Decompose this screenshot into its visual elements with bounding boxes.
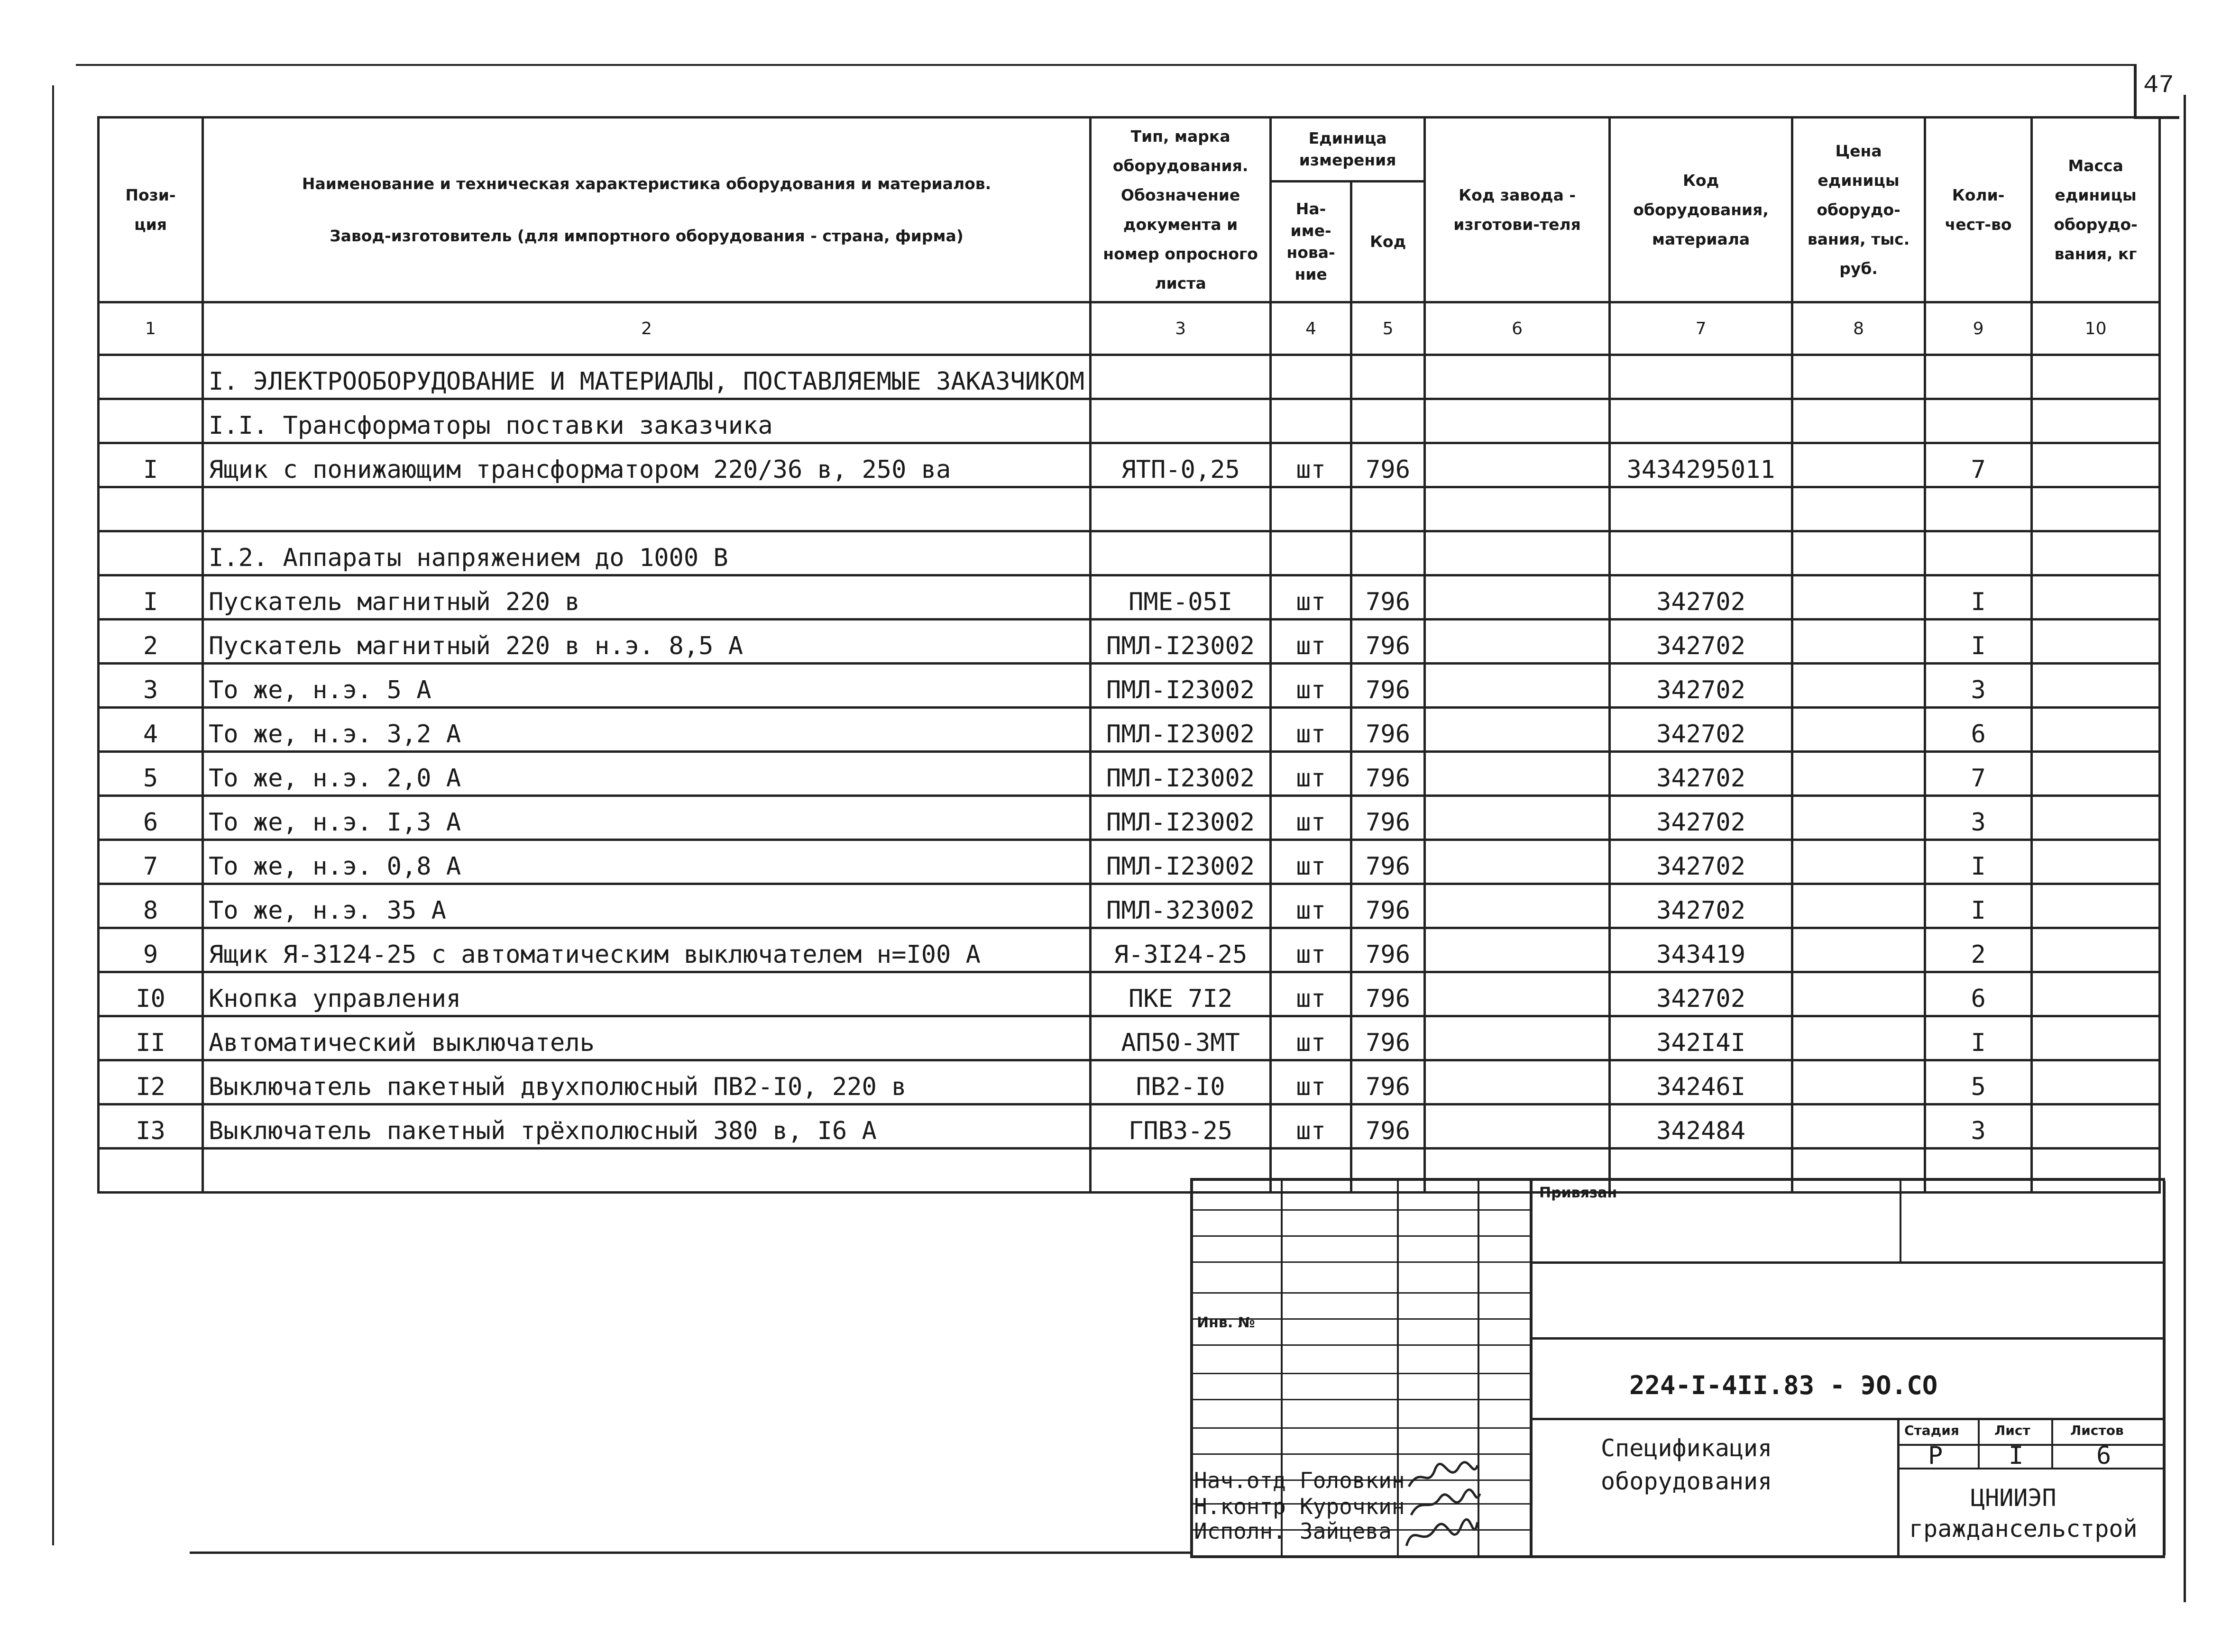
plant-code-cell (1425, 1060, 1610, 1104)
price-cell (1792, 884, 1925, 928)
position-cell (99, 1149, 203, 1193)
price-cell (1792, 575, 1925, 620)
role-norm-control: Н.контр (1194, 1494, 1286, 1519)
mass-cell (2032, 399, 2160, 443)
type-cell: ПМЛ-I23002 (1091, 752, 1271, 796)
position-cell: 9 (99, 928, 203, 972)
quantity-cell: 7 (1925, 752, 2032, 796)
unit-cell (1271, 399, 1351, 443)
signature-3 (1402, 1513, 1482, 1555)
column-numbers (99, 302, 2160, 355)
quantity-cell: 6 (1925, 708, 2032, 752)
equipment-code-cell: 3434295011 (1610, 443, 1792, 487)
quantity-cell (1925, 399, 2032, 443)
equipment-code-cell: 342702 (1610, 796, 1792, 840)
table-row (99, 1016, 2160, 1060)
sheet-value: I (2009, 1442, 2024, 1470)
name-cell: То же, н.э. 5 А (203, 664, 1091, 708)
mass-cell (2032, 443, 2160, 487)
price-cell (1792, 620, 1925, 664)
column-number: 4 (1271, 302, 1351, 355)
plant-code-cell (1425, 1016, 1610, 1060)
inventory-label: Инв. № (1197, 1314, 1255, 1331)
plant-code-cell (1425, 531, 1610, 575)
column-number: 10 (2032, 302, 2160, 355)
quantity-cell: I (1925, 840, 2032, 884)
price-cell (1792, 796, 1925, 840)
header-plant-code: Код завода - изготови-теля (1425, 118, 1610, 302)
header-mass: Масса единицы оборудо-вания, кг (2032, 118, 2160, 302)
unit-cell: шт (1271, 664, 1351, 708)
unit-code-cell: 796 (1351, 1060, 1425, 1104)
table-row (99, 443, 2160, 487)
position-cell: 4 (99, 708, 203, 752)
quantity-cell (1925, 531, 2032, 575)
price-cell (1792, 399, 1925, 443)
quantity-cell: 6 (1925, 972, 2032, 1016)
mass-cell (2032, 487, 2160, 531)
column-number: 3 (1091, 302, 1271, 355)
plant-code-cell (1425, 1104, 1610, 1149)
name-cell: То же, н.э. 0,8 А (203, 840, 1091, 884)
unit-code-cell (1351, 355, 1425, 399)
top-border (76, 64, 2134, 66)
name-cell (203, 487, 1091, 531)
plant-code-cell (1425, 620, 1610, 664)
unit-cell (1271, 487, 1351, 531)
price-cell (1792, 443, 1925, 487)
name-cell: I. ЭЛЕКТРООБОРУДОВАНИЕ И МАТЕРИАЛЫ, ПОСТАВЛЯЕМЫЕ ЗАКАЗЧИКОМ (203, 355, 1091, 399)
header-unit-code: Код (1351, 182, 1425, 302)
position-cell (99, 531, 203, 575)
table-row (99, 708, 2160, 752)
unit-code-cell: 796 (1351, 620, 1425, 664)
equipment-code-cell (1610, 487, 1792, 531)
title-block (1190, 1178, 2165, 1558)
header-name-line1: Наименование и техническая характеристика оборудования и материалов. (302, 174, 991, 193)
equipment-code-cell: 342702 (1610, 620, 1792, 664)
column-number: 7 (1610, 302, 1792, 355)
equipment-code-cell: 342484 (1610, 1104, 1792, 1149)
name-head-of-dept: Головкин (1300, 1468, 1405, 1493)
price-cell (1792, 487, 1925, 531)
plant-code-cell (1425, 972, 1610, 1016)
type-cell: ПМЛ-I23002 (1091, 620, 1271, 664)
unit-cell: шт (1271, 840, 1351, 884)
mass-cell (2032, 1016, 2160, 1060)
price-cell (1792, 664, 1925, 708)
mass-cell (2032, 928, 2160, 972)
position-cell: 8 (99, 884, 203, 928)
table-row (99, 796, 2160, 840)
unit-cell: шт (1271, 796, 1351, 840)
type-cell: ПМЛ-I23002 (1091, 708, 1271, 752)
price-cell (1792, 972, 1925, 1016)
unit-cell: шт (1271, 620, 1351, 664)
table-row (99, 884, 2160, 928)
type-cell: АП50-3МТ (1091, 1016, 1271, 1060)
mass-cell (2032, 1104, 2160, 1149)
stage-label: Стадия (1904, 1423, 1959, 1438)
price-cell (1792, 1016, 1925, 1060)
header-equipment-code: Код оборудования, материала (1610, 118, 1792, 302)
bound-label: Привязан (1539, 1185, 1617, 1201)
unit-code-cell: 796 (1351, 1016, 1425, 1060)
sheets-value: 6 (2096, 1442, 2111, 1470)
name-cell: То же, н.э. 35 А (203, 884, 1091, 928)
type-cell (1091, 399, 1271, 443)
organization-line1: ЦНИИЭП (1971, 1484, 2056, 1512)
column-number: 2 (203, 302, 1091, 355)
name-norm-control: Курочкин (1300, 1494, 1405, 1519)
position-cell: 5 (99, 752, 203, 796)
table-row (99, 355, 2160, 399)
type-cell: ЯТП-0,25 (1091, 443, 1271, 487)
quantity-cell: 7 (1925, 443, 2032, 487)
equipment-code-cell (1610, 531, 1792, 575)
organization-line2: граждансельстрой (1909, 1515, 2138, 1542)
type-cell: ПКЕ 7I2 (1091, 972, 1271, 1016)
mass-cell (2032, 708, 2160, 752)
unit-code-cell: 796 (1351, 884, 1425, 928)
quantity-cell: 3 (1925, 796, 2032, 840)
unit-code-cell (1351, 487, 1425, 531)
position-cell: II (99, 1016, 203, 1060)
position-cell: I0 (99, 972, 203, 1016)
name-cell: Автоматический выключатель (203, 1016, 1091, 1060)
quantity-cell: I (1925, 1016, 2032, 1060)
page-number: 47 (2143, 71, 2174, 100)
position-cell: 7 (99, 840, 203, 884)
price-cell (1792, 1060, 1925, 1104)
price-cell (1792, 1104, 1925, 1149)
table-row (99, 752, 2160, 796)
unit-cell: шт (1271, 1104, 1351, 1149)
equipment-code-cell: 342702 (1610, 575, 1792, 620)
position-cell: 6 (99, 796, 203, 840)
unit-code-cell (1351, 399, 1425, 443)
unit-code-cell: 796 (1351, 796, 1425, 840)
plant-code-cell (1425, 399, 1610, 443)
name-cell: Пускатель магнитный 220 в (203, 575, 1091, 620)
unit-cell: шт (1271, 1060, 1351, 1104)
column-number: 1 (99, 302, 203, 355)
mass-cell (2032, 752, 2160, 796)
table-row (99, 928, 2160, 972)
equipment-code-cell (1610, 355, 1792, 399)
quantity-cell (1925, 355, 2032, 399)
stage-value: Р (1928, 1442, 1943, 1470)
column-number: 8 (1792, 302, 1925, 355)
unit-cell: шт (1271, 884, 1351, 928)
mass-cell (2032, 1060, 2160, 1104)
document-title-line1: Спецификация (1601, 1434, 1772, 1462)
plant-code-cell (1425, 928, 1610, 972)
price-cell (1792, 752, 1925, 796)
column-number: 6 (1425, 302, 1610, 355)
role-executor: Исполн. (1194, 1518, 1286, 1544)
role-head-of-dept: Нач.отд (1194, 1468, 1286, 1493)
type-cell (1091, 355, 1271, 399)
unit-cell: шт (1271, 1016, 1351, 1060)
header-price: Цена единицы оборудо-вания, тыс. руб. (1792, 118, 1925, 302)
quantity-cell: 3 (1925, 1104, 2032, 1149)
price-cell (1792, 531, 1925, 575)
position-cell: I2 (99, 1060, 203, 1104)
equipment-code-cell (1610, 399, 1792, 443)
header-unit-group: Единица измерения (1271, 118, 1425, 182)
unit-code-cell: 796 (1351, 972, 1425, 1016)
header-name (203, 118, 1091, 302)
document-code: 224-I-4II.83 - ЭО.СО (1629, 1370, 1938, 1400)
unit-code-cell: 796 (1351, 708, 1425, 752)
table-row (99, 487, 2160, 531)
table-row (99, 1060, 2160, 1104)
name-cell: I.I. Трансформаторы поставки заказчика (203, 399, 1091, 443)
position-cell: 3 (99, 664, 203, 708)
sheets-label: Листов (2070, 1423, 2124, 1438)
unit-code-cell: 796 (1351, 840, 1425, 884)
type-cell (1091, 531, 1271, 575)
header-name-line2: Завод-изготовитель (для импортного оборудования - страна, фирма) (330, 226, 964, 245)
position-cell: I (99, 443, 203, 487)
name-cell: Ящик Я-3124-25 с автоматическим выключателем н=I00 А (203, 928, 1091, 972)
table-row (99, 840, 2160, 884)
type-cell: ПМЛ-I23002 (1091, 664, 1271, 708)
specification-table (97, 116, 2161, 1194)
type-cell: ПВ2-I0 (1091, 1060, 1271, 1104)
price-cell (1792, 928, 1925, 972)
mass-cell (2032, 840, 2160, 884)
type-cell: ПМЛ-I23002 (1091, 840, 1271, 884)
mass-cell (2032, 884, 2160, 928)
table-row (99, 531, 2160, 575)
unit-code-cell: 796 (1351, 575, 1425, 620)
header-type: Тип, марка оборудования. Обозначение документа и номер опросного листа (1091, 118, 1271, 302)
equipment-code-cell: 342I4I (1610, 1016, 1792, 1060)
table-row (99, 972, 2160, 1016)
name-cell: Ящик с понижающим трансформатором 220/36 в, 250 ва (203, 443, 1091, 487)
plant-code-cell (1425, 355, 1610, 399)
position-cell: I3 (99, 1104, 203, 1149)
unit-cell (1271, 531, 1351, 575)
mass-cell (2032, 796, 2160, 840)
name-cell (203, 1149, 1091, 1193)
name-cell: То же, н.э. I,3 А (203, 796, 1091, 840)
name-cell: То же, н.э. 2,0 А (203, 752, 1091, 796)
name-cell: Пускатель магнитный 220 в н.э. 8,5 А (203, 620, 1091, 664)
type-cell: ГПВ3-25 (1091, 1104, 1271, 1149)
price-cell (1792, 355, 1925, 399)
unit-code-cell: 796 (1351, 664, 1425, 708)
table-row (99, 620, 2160, 664)
header-position: Пози- ция (99, 118, 203, 302)
table-row (99, 399, 2160, 443)
plant-code-cell (1425, 708, 1610, 752)
unit-code-cell: 796 (1351, 1104, 1425, 1149)
quantity-cell: I (1925, 620, 2032, 664)
unit-cell: шт (1271, 575, 1351, 620)
left-border (52, 85, 54, 1545)
quantity-cell (1925, 487, 2032, 531)
name-cell: Кнопка управления (203, 972, 1091, 1016)
mass-cell (2032, 972, 2160, 1016)
unit-code-cell: 796 (1351, 443, 1425, 487)
quantity-cell: 2 (1925, 928, 2032, 972)
table-row (99, 575, 2160, 620)
name-cell: I.2. Аппараты напряжением до 1000 В (203, 531, 1091, 575)
sheet-label: Лист (1994, 1423, 2030, 1438)
position-cell: 2 (99, 620, 203, 664)
right-border (2184, 95, 2186, 1602)
type-cell: ПМЛ-I23002 (1091, 796, 1271, 840)
column-number: 5 (1351, 302, 1425, 355)
equipment-code-cell: 342702 (1610, 708, 1792, 752)
equipment-code-cell: 343419 (1610, 928, 1792, 972)
unit-cell: шт (1271, 708, 1351, 752)
table-row (99, 1104, 2160, 1149)
table-row (99, 664, 2160, 708)
type-cell (1091, 487, 1271, 531)
document-title-line2: оборудования (1601, 1468, 1772, 1495)
type-cell: ПМЕ-05I (1091, 575, 1271, 620)
position-cell (99, 355, 203, 399)
unit-cell: шт (1271, 928, 1351, 972)
name-executor: Зайцева (1300, 1518, 1392, 1544)
unit-code-cell (1351, 531, 1425, 575)
plant-code-cell (1425, 443, 1610, 487)
plant-code-cell (1425, 575, 1610, 620)
type-cell: ПМЛ-323002 (1091, 884, 1271, 928)
mass-cell (2032, 531, 2160, 575)
quantity-cell: I (1925, 575, 2032, 620)
equipment-code-cell: 342702 (1610, 752, 1792, 796)
position-cell: I (99, 575, 203, 620)
plant-code-cell (1425, 884, 1610, 928)
header-quantity: Коли-чест-во (1925, 118, 2032, 302)
quantity-cell: 5 (1925, 1060, 2032, 1104)
plant-code-cell (1425, 752, 1610, 796)
position-cell (99, 487, 203, 531)
position-cell (99, 399, 203, 443)
unit-code-cell: 796 (1351, 752, 1425, 796)
name-cell: Выключатель пакетный двухполюсный ПВ2-I0, 220 в (203, 1060, 1091, 1104)
plant-code-cell (1425, 840, 1610, 884)
quantity-cell: 3 (1925, 664, 2032, 708)
equipment-code-cell: 342702 (1610, 664, 1792, 708)
unit-cell: шт (1271, 972, 1351, 1016)
equipment-code-cell: 342702 (1610, 840, 1792, 884)
column-number: 9 (1925, 302, 2032, 355)
equipment-code-cell: 342702 (1610, 884, 1792, 928)
unit-cell (1271, 355, 1351, 399)
price-cell (1792, 708, 1925, 752)
name-cell: То же, н.э. 3,2 А (203, 708, 1091, 752)
type-cell: Я-3I24-25 (1091, 928, 1271, 972)
name-cell: Выключатель пакетный трёхполюсный 380 в, I6 А (203, 1104, 1091, 1149)
unit-code-cell: 796 (1351, 928, 1425, 972)
equipment-code-cell: 342702 (1610, 972, 1792, 1016)
mass-cell (2032, 620, 2160, 664)
plant-code-cell (1425, 796, 1610, 840)
plant-code-cell (1425, 487, 1610, 531)
mass-cell (2032, 575, 2160, 620)
bottom-border (190, 1552, 1190, 1554)
mass-cell (2032, 664, 2160, 708)
table-body (99, 355, 2160, 1193)
unit-cell: шт (1271, 752, 1351, 796)
quantity-cell: I (1925, 884, 2032, 928)
equipment-code-cell: 34246I (1610, 1060, 1792, 1104)
mass-cell (2032, 355, 2160, 399)
unit-cell: шт (1271, 443, 1351, 487)
header-unit-name: На-име-нова-ние (1271, 182, 1351, 302)
plant-code-cell (1425, 664, 1610, 708)
price-cell (1792, 840, 1925, 884)
